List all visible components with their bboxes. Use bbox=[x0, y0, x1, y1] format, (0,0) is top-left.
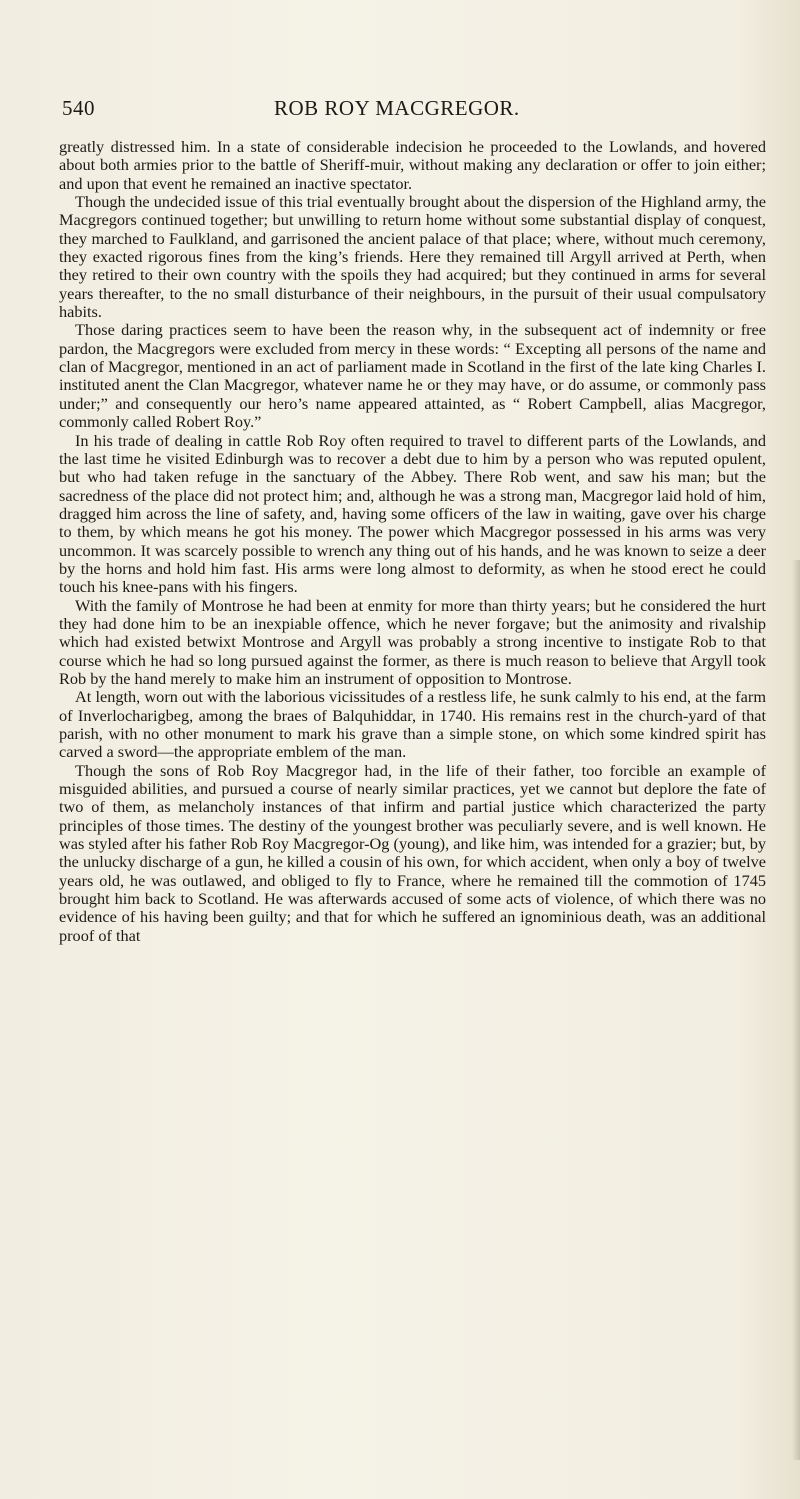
paragraph: Though the undecided issue of this trial eventually brought about the dispersion of the Highland army, the Macgregors continued together; but unwilling to return home without some substantial display of conquest, they marched to Faulkland, and garrisoned the ancient palace of that place; where, without much ceremony, they exacted rigorous fines from the king’s friends. Here they remained till Argyll arrived at Perth, when they retired to their own country with the spoils they had acquired; but they continued in arms for several years thereafter, to the no small disturbance of their neighbours, in the pursuit of their usual compulsatory habits. bbox=[59, 192, 766, 322]
running-title: ROB ROY MACGREGOR. bbox=[274, 96, 520, 120]
page-number: 540 bbox=[62, 96, 95, 120]
paragraph: At length, worn out with the laborious vicissitudes of a restless life, he sunk calmly to his end, at the farm of Inverlocharigbeg, among the braes of Balquhiddar, in 1740. His remains rest in the church-yard of that parish, with no other monument to mark his grave than a simple stone, on which some kindred spirit has carved a sword—the appropriate emblem of the man. bbox=[59, 687, 766, 762]
paragraph: Though the sons of Rob Roy Macgregor had, in the life of their father, too forcible an example of misguided abilities, and pursued a course of nearly similar practices, yet we cannot but deplore the fate of two of them, as melancholy instances of that infirm and partial justice which characterized the party principles of those times. The destiny of the youngest brother was peculiarly severe, and is well known. He was styled after his father Rob Roy Macgregor-Og (young), and like him, was intended for a grazier; but, by the unlucky discharge of a gun, he killed a cousin of his own, for which accident, when only a boy of twelve years old, he was outlawed, and obliged to fly to France, where he remained till the commotion of 1745 brought him back to Scotland. He was afterwards accused of some acts of violence, of which there was no evidence of his having been guilty; and that for which he suffered an ignominious death, was an additional proof of that bbox=[59, 760, 766, 945]
page-header bbox=[62, 96, 762, 128]
paragraph: Those daring practices seem to have been the reason why, in the subsequent act of indemnity or free pardon, the Macgregors were excluded from mercy in these words: “ Excepting all persons of the name and clan of Macgregor, mentioned in an act of parliament made in Scotland in the first of the late king Charles I. instituted anent the Clan Macgregor, whatever name he or they may have, or do assume, or commonly pass under;” and consequently our hero’s name appeared attainted, as “ Robert Campbell, alias Macgregor, commonly called Robert Roy.” bbox=[59, 320, 766, 432]
paragraph: In his trade of dealing in cattle Rob Roy often required to travel to different parts of the Lowlands, and the last time he visited Edinburgh was to recover a debt due to him by a person who was reputed opulent, but who had taken refuge in the sanctuary of the Abbey. There Rob went, and saw his man; but the sacredness of the place did not protect him; and, although he was a strong man, Macgregor laid hold of him, dragged him across the line of safety, and, having some officers of the law in waiting, gave over his charge to them, by which means he got his money. The power which Macgregor possessed in his arms was very uncommon. It was scarcely possible to wrench any thing out of his hands, and he was known to seize a deer by the horns and hold him fast. His arms were long almost to deformity, as when he stood erect he could touch his knee-pans with his fingers. bbox=[59, 430, 766, 597]
paragraph: With the family of Montrose he had been at enmity for more than thirty years; but he considered the hurt they had done him to be an inexpiable offence, which he never forgave; but the animosity and rivalship which had existed betwixt Montrose and Argyll was probably a strong incentive to instigate Rob to that course which he had so long pursued against the former, as there is much reason to believe that Argyll took Rob by the hand merely to make him an instrument of opposition to Montrose. bbox=[59, 595, 766, 688]
paragraph: greatly distressed him. In a state of considerable indecision he proceeded to the Lowlands, and hovered about both armies prior to the battle of Sheriff-muir, without making any declaration or offer to join either; and upon that event he remained an inactive spectator. bbox=[59, 137, 766, 193]
page-edge-shadow bbox=[792, 560, 800, 1460]
body-text bbox=[59, 138, 766, 945]
